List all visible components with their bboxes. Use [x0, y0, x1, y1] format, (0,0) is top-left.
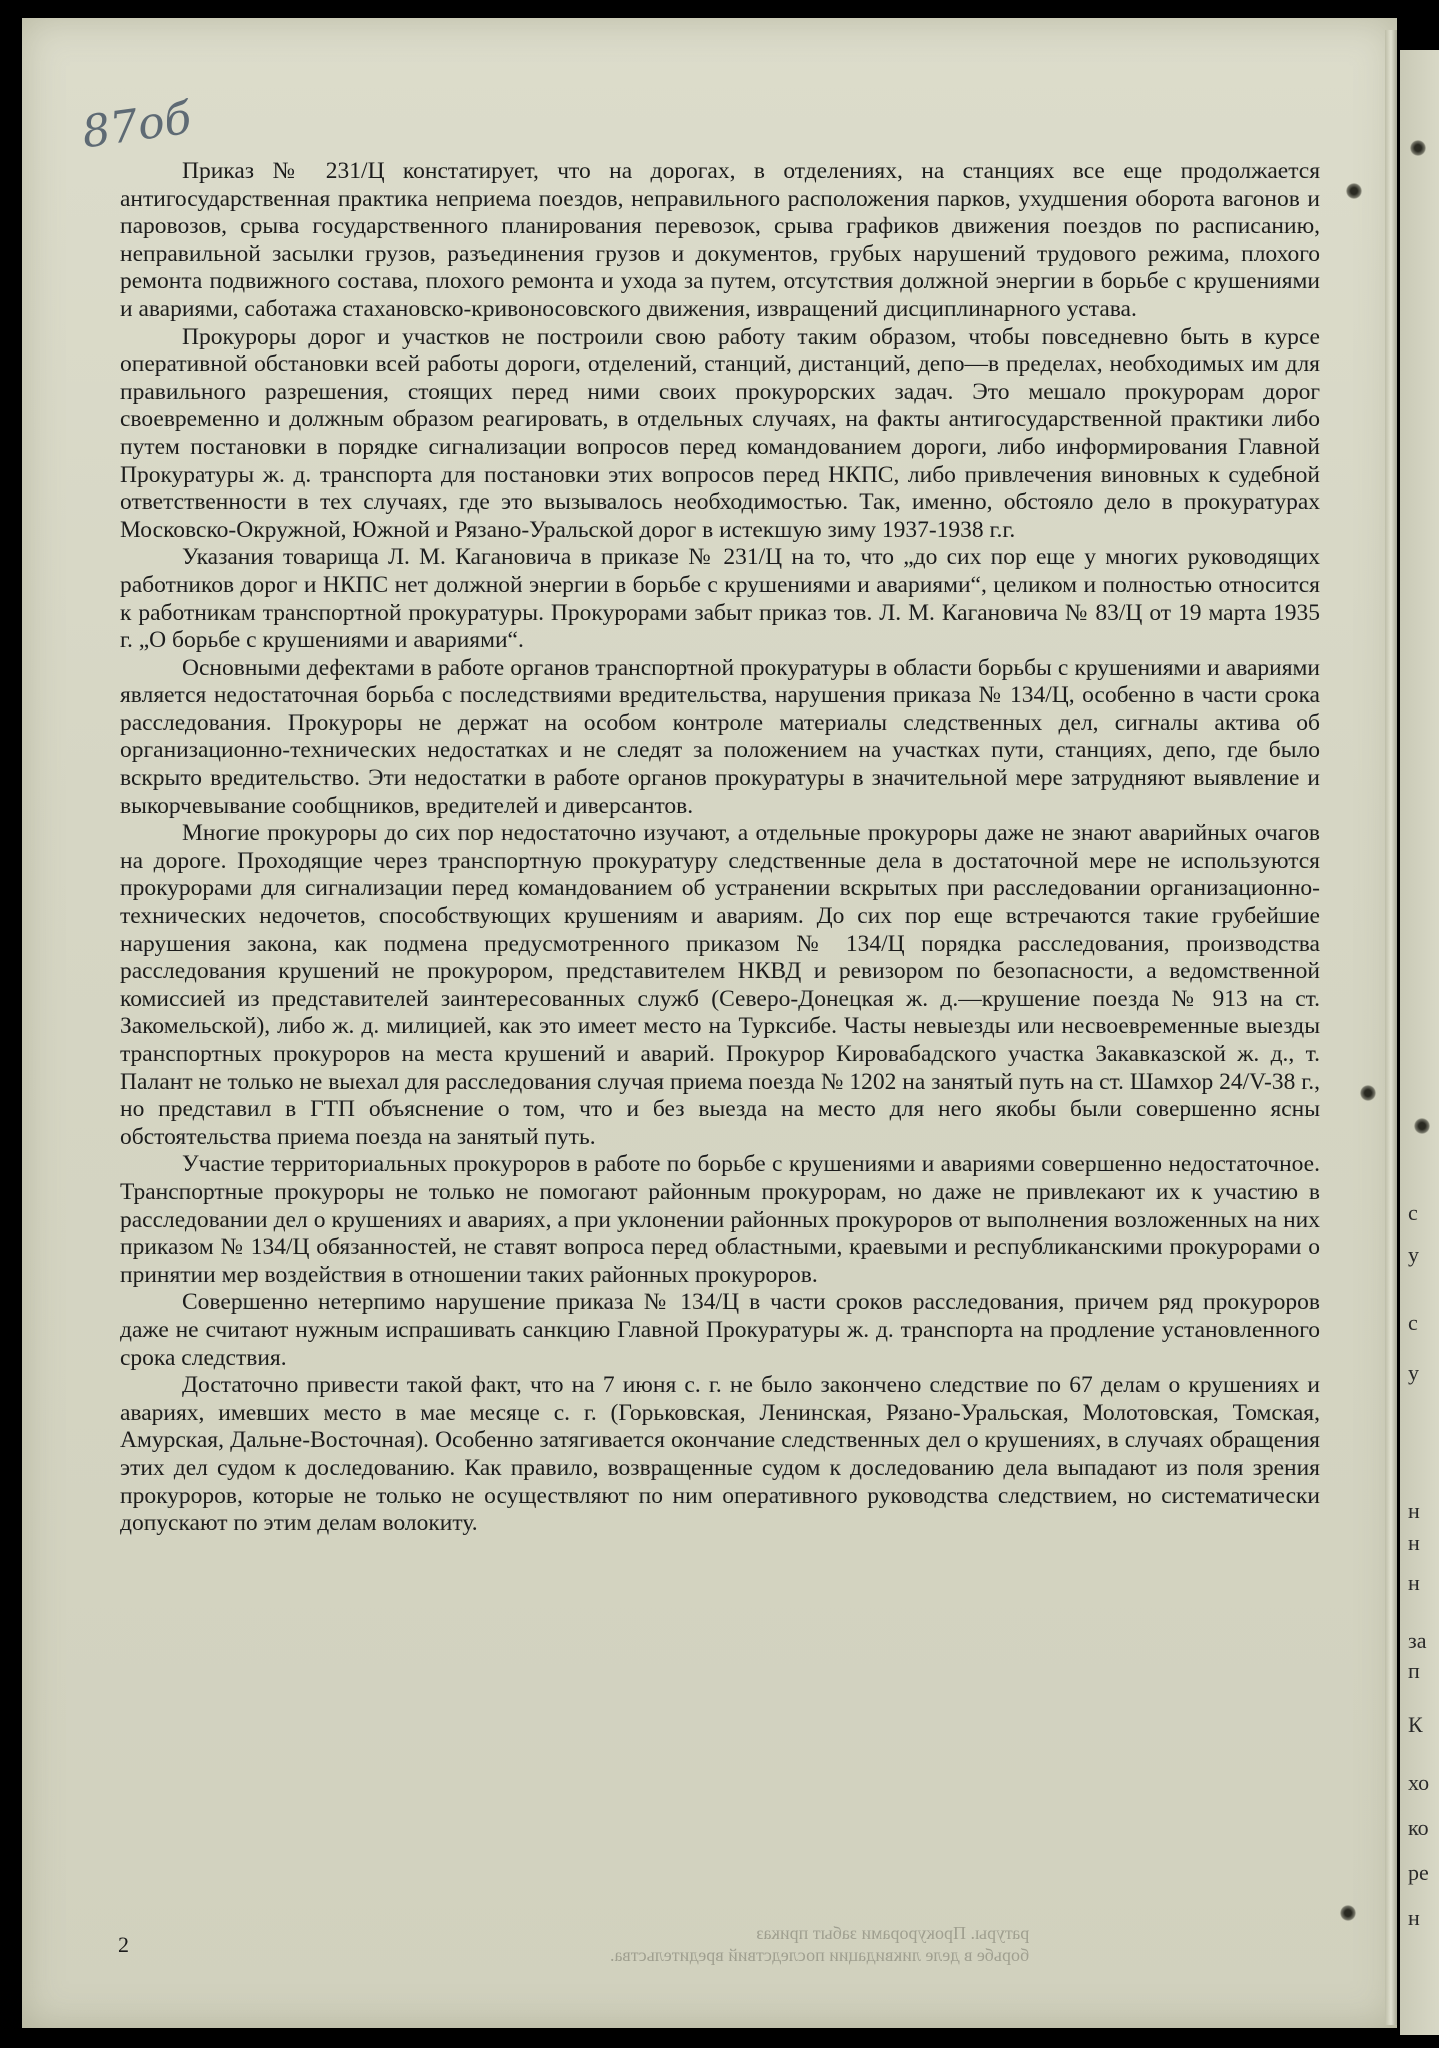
edge-letter: с — [1408, 1200, 1418, 1225]
bleed-line-2: борьбе в деле ликвидации последствий вредительства. — [610, 1945, 1030, 1965]
edge-letter: ко — [1408, 1815, 1429, 1840]
edge-letter: п — [1408, 1658, 1420, 1683]
document-body — [120, 158, 1320, 1538]
edge-letter: н — [1408, 1498, 1420, 1523]
edge-letter: н — [1408, 1530, 1420, 1555]
paragraph-4: Основными дефектами в работе органов транспортной прокуратуры в области борьбы с крушениями и авариями является недостаточная борьба с последствиями вредительства, нарушения приказа № 134/Ц, особенно в части срока расследования. Прокуроры не держат на особом контроле материалы следственных дел, сигналы актива об организационно-технических недостатках и не следят за положением на участках пути, станциях, депо, где было вскрыто вредительство. Эти недостатки в работе органов прокуратуры в значительной мере затрудняют выявление и выкорчевывание сообщников, вредителей и диверсантов. — [120, 654, 1320, 819]
paragraph-5: Многие прокуроры до сих пор недостаточно изучают, а отдельные прокуроры даже не знают аварийных очагов на дороге. Проходящие через транспортную прокуратуру следственные дела в достаточной мере не используются прокурорами для сигнализации перед командованием об устранении вскрытых при расследовании организационно-технических недочетов, способствующих крушениям и авариям. До сих пор еще встречаются такие грубейшие нарушения закона, как подмена предусмотренного приказом № 134/Ц порядка расследования, производства расследования крушений не прокурором, представителем НКВД и ревизором по безопасности, а ведомственной комиссией из представителей заинтересованных служб (Северо-Донецкая ж. д.—крушение поезда № 913 на ст. Закомельской), либо ж. д. милицией, как это имеет место на Турксибе. Часты невыезды или несвоевременные выезды транспортных прокуроров на места крушений и аварий. Прокурор Кировабадского участка Закавказской ж. д., т. Палант не только не выехал для расследования случая приема поезда № 1202 на занятый путь на ст. Шамхор 24/V-38 г., но представил в ГТП объяснение о том, что и без выезда на место для него якобы были совершенно ясны обстоятельства приема поезда на занятый путь. — [120, 820, 1320, 1150]
handwritten-page-number: 87об — [78, 92, 195, 159]
edge-letter: у — [1408, 1360, 1419, 1385]
binding-hole — [1346, 183, 1362, 199]
edge-letter: с — [1408, 1310, 1418, 1335]
edge-letter: хо — [1408, 1770, 1430, 1795]
bleed-line-1: ратуры. Прокурорами забыт приказ — [756, 1923, 1030, 1943]
binding-hole — [1340, 1905, 1356, 1921]
page-fold — [1385, 30, 1397, 2025]
paragraph-7: Совершенно нетерпимо нарушение приказа № 134/Ц в части сроков расследования, причем ряд прокуроров даже не считают нужным испрашивать санкцию Главной Прокуратуры ж. д. транспорта на продление установленного срока следствия. — [120, 1289, 1320, 1371]
edge-letter: К — [1408, 1712, 1423, 1737]
page-number: 2 — [118, 1932, 129, 1957]
edge-letter: за — [1408, 1628, 1427, 1653]
edge-letter: у — [1408, 1242, 1419, 1267]
paragraph-3: Указания товарища Л. М. Кагановича в приказе № 231/Ц на то, что „до сих пор еще у многих руководящих работников дорог и НКПС нет должной энергии в борьбе с крушениями и авариями“, целиком и полностью относится к работникам транспортной прокуратуры. Прокурорами забыт приказ тов. Л. М. Кагановича № 83/Ц от 19 марта 1935 г. „О борьбе с крушениями и авариями“. — [120, 544, 1320, 654]
paragraph-2: Прокуроры дорог и участков не построили свою работу таким образом, чтобы повседневно быть в курсе оперативной обстановки всей работы дороги, отделений, станций, дистанций, депо—в пределах, необходимых им для правильного разрешения, стоящих перед ними своих прокурорских задач. Это мешало прокурорам дорог своевременно и должным образом реагировать, в отдельных случаях, на факты антигосударственной практики либо путем постановки в порядке сигнализации вопросов перед командованием дороги, либо информирования Главной Прокуратуры ж. д. транспорта для постановки этих вопросов перед НКПС, либо привлечения виновных к судебной ответственности в тех случаях, где это вызывалось необходимостью. Так, именно, обстояло дело в прокуратурах Московско-Окружной, Южной и Рязано-Уральской дорог в истекшую зиму 1937-1938 г.г. — [120, 323, 1320, 543]
edge-letter: н — [1408, 1905, 1420, 1930]
binding-hole — [1414, 1118, 1430, 1134]
paragraph-6: Участие территориальных прокуроров в работе по борьбе с крушениями и авариями совершенно недостаточное. Транспортные прокуроры не только не помогают районным прокурорам, но даже не привлекают их к участию в расследовании дел о крушениях и авариях, а при уклонении районных прокуроров от выполнения возложенных на них приказом № 134/Ц обязанностей, не ставят вопроса перед областными, краевыми и республиканскими прокурорами о принятии мер воздействия в отношении таких районных прокуроров. — [120, 1151, 1320, 1288]
bleed-through-text — [610, 1922, 1029, 1966]
edge-letter: н — [1408, 1570, 1420, 1595]
edge-letter: ре — [1408, 1860, 1429, 1885]
paragraph-8: Достаточно привести такой факт, что на 7 июня с. г. не было закончено следствие по 67 делам о крушениях и авариях, имевших место в мае месяце с. г. (Горьковская, Ленинская, Рязано-Уральская, Молотовская, Томская, Амурская, Дальне-Восточная). Особенно затягивается окончание следственных дел о крушениях, в случаях обращения этих дел судом к доследованию. Как правило, возвращенные судом к доследованию дела выпадают из поля зрения прокуроров, которые не только не осуществляют по ним оперативного руководства следствием, но систематически допускают по этим делам волокиту. — [120, 1372, 1320, 1537]
paragraph-1: Приказ № 231/Ц констатирует, что на дорогах, в отделениях, на станциях все еще продолжается антигосударственная практика неприема поездов, неправильного расположения парков, ухудшения оборота вагонов и паровозов, срыва государственного планирования перевозок, срыва графиков движения поездов по расписанию, неправильной засылки грузов, разъединения грузов и документов, грубых нарушений трудового режима, плохого ремонта подвижного состава, плохого ремонта и ухода за путем, отсутствия должной энергии в борьбе с крушениями и авариями, саботажа стахановско-кривоносовского движения, извращений дисциплинарного устава. — [120, 158, 1320, 322]
binding-hole — [1360, 1085, 1376, 1101]
binding-hole — [1410, 140, 1426, 156]
